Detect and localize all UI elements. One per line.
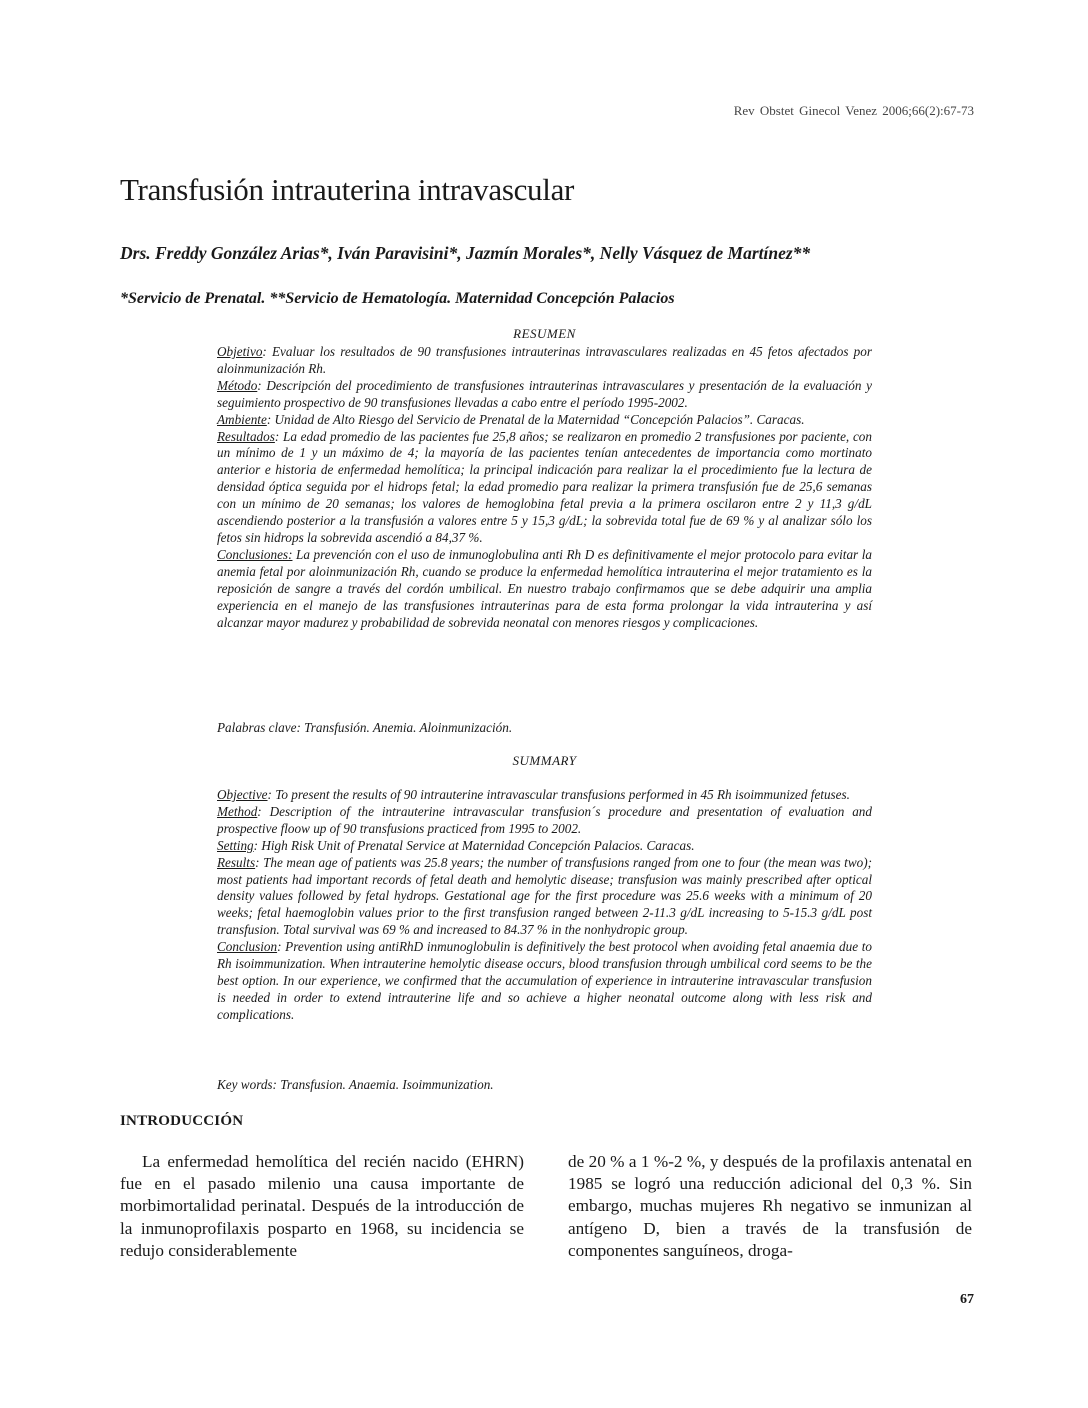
resumen-resultados	[217, 429, 872, 547]
summary-conclusion	[217, 939, 872, 1024]
resumen-objetivo-text: : Evaluar los resultados de 90 transfusiones intrauterinas intravasculares realizadas en 45 fetos afectados por aloinmunización Rh.	[217, 344, 872, 376]
resumen-resultados-text: : La edad promedio de las pacientes fue 25,8 años; se realizaron en promedio 2 transfusiones por paciente, con un mínimo de 1 y un máximo de 4; la mayoría de las pacientes tenían antecedentes de importancia como mortinato anterior e historia de enfermedad hemolítica; la principal indicación para realizar la el procedimiento fue la lectura de densidad óptica seguida por el hidrops fetal; la edad promedio para realizar la primera transfusión fue de 25,6 semanas con un mínimo de 20 semanas; los valores de hemoglobina fetal previa a la primera oscilaron entre 2 y 11,3 g/dL ascendiendo posterior a la transfusión a valores entre 5 y 15,3 g/dL; la sobrevida total fue de 69 % y al analizar sólo los fetos sin hidrops la sobrevida ascendió a 84,37 %.	[217, 428, 872, 545]
resumen-heading: RESUMEN	[513, 326, 576, 341]
summary-results-label: Results	[217, 854, 256, 870]
summary-method-text: : Description of the intrauterine intravascular transfusion´s procedure and presentation of evaluation and prospective floow up of 90 transfusions practiced from 1995 to 2002.	[217, 803, 872, 836]
journal-reference: Rev Obstet Ginecol Venez 2006;66(2):67-73	[733, 103, 974, 118]
resumen-ambiente-label: Ambiente	[217, 411, 267, 427]
resumen-conclusiones	[217, 547, 872, 632]
summary-setting	[217, 838, 872, 855]
body-column-left	[120, 1151, 524, 1262]
body-paragraph: La enfermedad hemolítica del recién nacido (EHRN) fue en el pasado milenio una causa importante de morbimortalidad perinatal. Después de la introducción de la inmunoprofilaxis posparto en 1968, su incidencia se redujo considerablemente	[120, 1152, 524, 1260]
summary-objective-text: : To present the results of 90 intrauterine intravascular transfusions performed in 45 Rh isoimmunized fetuses.	[267, 787, 850, 802]
summary-setting-text: : High Risk Unit of Prenatal Service at Maternidad Concepción Palacios. Caracas.	[253, 837, 695, 853]
resumen-keywords: Palabras clave: Transfusión. Anemia. Aloinmunización.	[217, 720, 513, 735]
summary-keywords: Key words: Transfusion. Anaemia. Isoimmunization.	[217, 1077, 494, 1092]
resumen-metodo-text: : Descripción del procedimiento de transfusiones intrauterinas intravasculares y presentación de la evaluación y seguimiento prospectivo de 90 transfusiones llevadas a cabo entre el período 1995-2002.	[217, 377, 872, 410]
summary-abstract	[217, 787, 872, 1024]
summary-objective	[217, 787, 872, 804]
summary-conclusion-text: : Prevention using antiRhD inmunoglobulin is definitively the best protocol when avoiding fetal anaemia due to Rh isoimmunization. When intrauterine hemolytic disease occurs, blood transfusion through umbilical cord seems to be the best option. In our experience, we confirmed that the accumulation of experience in intrauterine intravascular transfusion is needed in order to extend intrauterine life and so achieve a higher neonatal outcome along with less risk and complications.	[217, 939, 872, 1022]
summary-method	[217, 804, 872, 838]
body-paragraph-continued: de 20 % a 1 %-2 %, y después de la profilaxis antenatal en 1985 se logró una reducción adicional del 0,3 %. Sin embargo, muchas mujeres Rh negativo se inmunizan al antígeno D, bien a través de la transfusión de componentes sanguíneos, droga-	[568, 1152, 972, 1260]
resumen-metodo-label: Método	[217, 377, 258, 393]
body-column-right	[568, 1151, 972, 1262]
resumen-objetivo	[217, 344, 872, 378]
resumen-conclusiones-text: La prevención con el uso de inmunoglobulina anti Rh D es definitivamente el mejor protocolo para evitar la anemia fetal por aloinmunización Rh, cuando se produce la enfermedad hemolítica intrauterina el mejor tratamiento es la reposición de sangre a través del cordón umbilical. En nuestro trabajo confirmamos que se debe adquirir una amplia experiencia en el manejo de las transfusiones intrauterinas para de esta forma prolongar la vida intrauterina y así alcanzar mayor madurez y probabilidad de sobrevida neonatal con menores riesgos y complicaciones.	[217, 546, 872, 630]
summary-conclusion-label: Conclusion	[217, 939, 278, 955]
article-title: Transfusión intrauterina intravascular	[120, 172, 575, 207]
resumen-resultados-label: Resultados	[217, 428, 275, 444]
summary-heading: SUMMARY	[512, 753, 577, 768]
authors: Drs. Freddy González Arias*, Iván Paravisini*, Jazmín Morales*, Nelly Vásquez de Martínez**	[120, 243, 811, 263]
summary-results	[217, 855, 872, 940]
summary-setting-label: Setting	[217, 837, 254, 853]
affiliations: *Servicio de Prenatal. **Servicio de Hematología. Maternidad Concepción Palacios	[120, 290, 675, 307]
summary-method-label: Method	[217, 803, 258, 819]
summary-objective-label: Objective	[217, 787, 268, 802]
resumen-abstract	[217, 344, 872, 631]
resumen-metodo	[217, 378, 872, 412]
resumen-ambiente	[217, 412, 872, 429]
page-number: 67	[960, 1292, 974, 1307]
resumen-ambiente-text: : Unidad de Alto Riesgo del Servicio de Prenatal de la Maternidad “Concepción Palacios”. Caracas.	[266, 411, 805, 427]
resumen-objetivo-label: Objetivo	[217, 344, 263, 359]
section-heading: INTRODUCCIÓN	[120, 1113, 244, 1129]
summary-results-text: : The mean age of patients was 25.8 years; the number of transfusions ranged from one to four (the mean was two); most patients had important records of fetal death and hemolytic disease; transfusion was mainly prescribed after optical density values followed by fetal hydrops. Gestational age for the first procedure was 25.6 weeks with a minimum of 20 weeks; fetal haemoglobin values prior to the first transfusion ranged between 2-11.3 g/dL increasing to 5-15.3 g/dL post transfusion. Total survival was 69 % and increased to 84.37 % in the nonhydropic group.	[217, 854, 872, 938]
resumen-conclusiones-label: Conclusiones:	[217, 546, 293, 562]
